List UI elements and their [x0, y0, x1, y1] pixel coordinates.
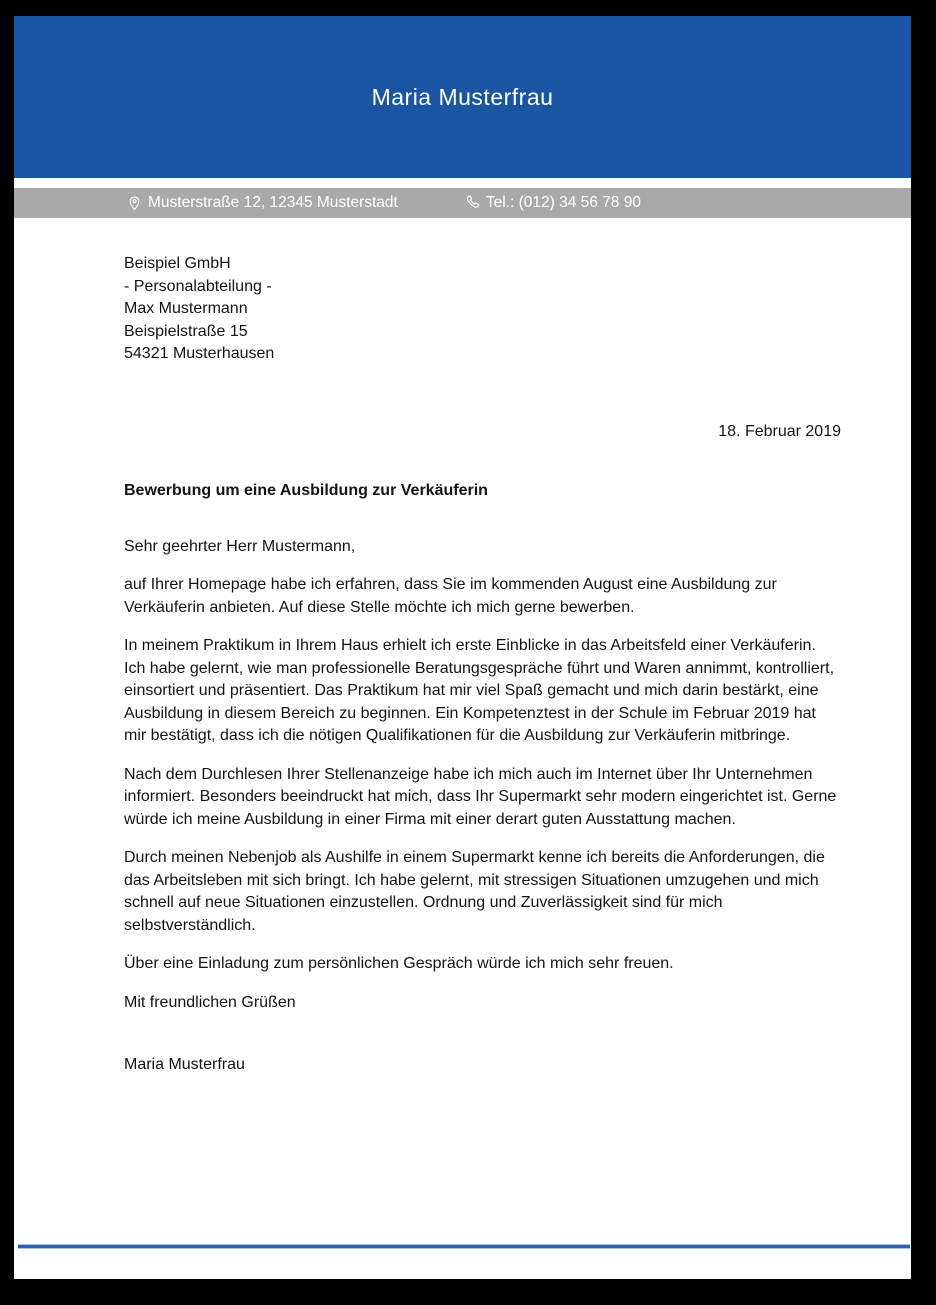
body-paragraph: Über eine Einladung zum persönlichen Gespräch würde ich mich sehr freuen. [124, 955, 674, 972]
header-divider-gap [14, 178, 911, 188]
letter-page [14, 16, 911, 1279]
phone-text: Tel.: (012) 34 56 78 90 [485, 194, 641, 211]
sender-name: Maria Musterfrau [371, 84, 554, 110]
signature-name: Maria Musterfrau [124, 1056, 245, 1073]
footer-accent-line [18, 1244, 910, 1249]
recipient-line: 54321 Musterhausen [124, 345, 275, 362]
recipient-line: Beispiel GmbH [124, 255, 231, 272]
letter-date: 18. Februar 2019 [718, 422, 841, 440]
recipient-address [124, 253, 841, 366]
location-pin-icon [127, 195, 142, 212]
letter-body [14, 253, 911, 1077]
body-paragraph: Durch meinen Nebenjob als Aushilfe in einem Supermarkt kenne ich bereits die Anforderungen, die das Arbeitsleben mit sich bringt. Ich habe gelernt, mit stressigen Situationen umzugehen und mich schnell auf neue Situationen einzustellen. Ordnung und Zuverlässigkeit sind für mich selbstverständlich. [124, 849, 825, 934]
recipient-line: Max Mustermann [124, 300, 248, 317]
salutation: Sehr geehrter Herr Mustermann, [124, 537, 356, 555]
letter-header [14, 16, 911, 178]
body-paragraph: Nach dem Durchlesen Ihrer Stellenanzeige habe ich mich auch im Internet über Ihr Unternehmen informiert. Besonders beeindruckt hat mich, dass Ihr Supermarkt sehr modern eingerichtet ist. Gerne würde ich meine Ausbildung in einer Firma mit einer derart guten Ausstattung machen. [124, 765, 837, 828]
address-text: Musterstraße 12, 12345 Musterstadt [148, 194, 398, 211]
body-paragraph: auf Ihrer Homepage habe ich erfahren, dass Sie im kommenden August eine Ausbildung zur Verkäuferin anbieten. Auf diese Stelle möchte ich mich gerne bewerben. [124, 576, 777, 616]
recipient-line: - Personalabteilung - [124, 277, 272, 295]
phone-icon [464, 195, 480, 211]
address-item [127, 194, 398, 212]
subject-line: Bewerbung um eine Ausbildung zur Verkäuferin [124, 482, 488, 499]
closing-phrase: Mit freundlichen Grüßen [124, 993, 296, 1011]
phone-item [464, 194, 641, 212]
contact-bar [14, 188, 911, 218]
body-paragraph: In meinem Praktikum in Ihrem Haus erhielt ich erste Einblicke in das Arbeitsfeld einer Verkäuferin. Ich habe gelernt, wie man professionelle Beratungsgespräche führt und Waren annimmt, kontrolliert, einsortiert und präsentiert. Das Praktikum hat mir viel Spaß gemacht und mich darin bestärkt, eine Ausbildung in diesem Bereich zu beginnen. Ein Kompetenztest in der Schule im Februar 2019 hat mir bestätigt, dass ich die nötigen Qualifikationen für die Ausbildung zur Verkäuferin mitbringe. [124, 637, 835, 744]
recipient-line: Beispielstraße 15 [124, 322, 248, 340]
